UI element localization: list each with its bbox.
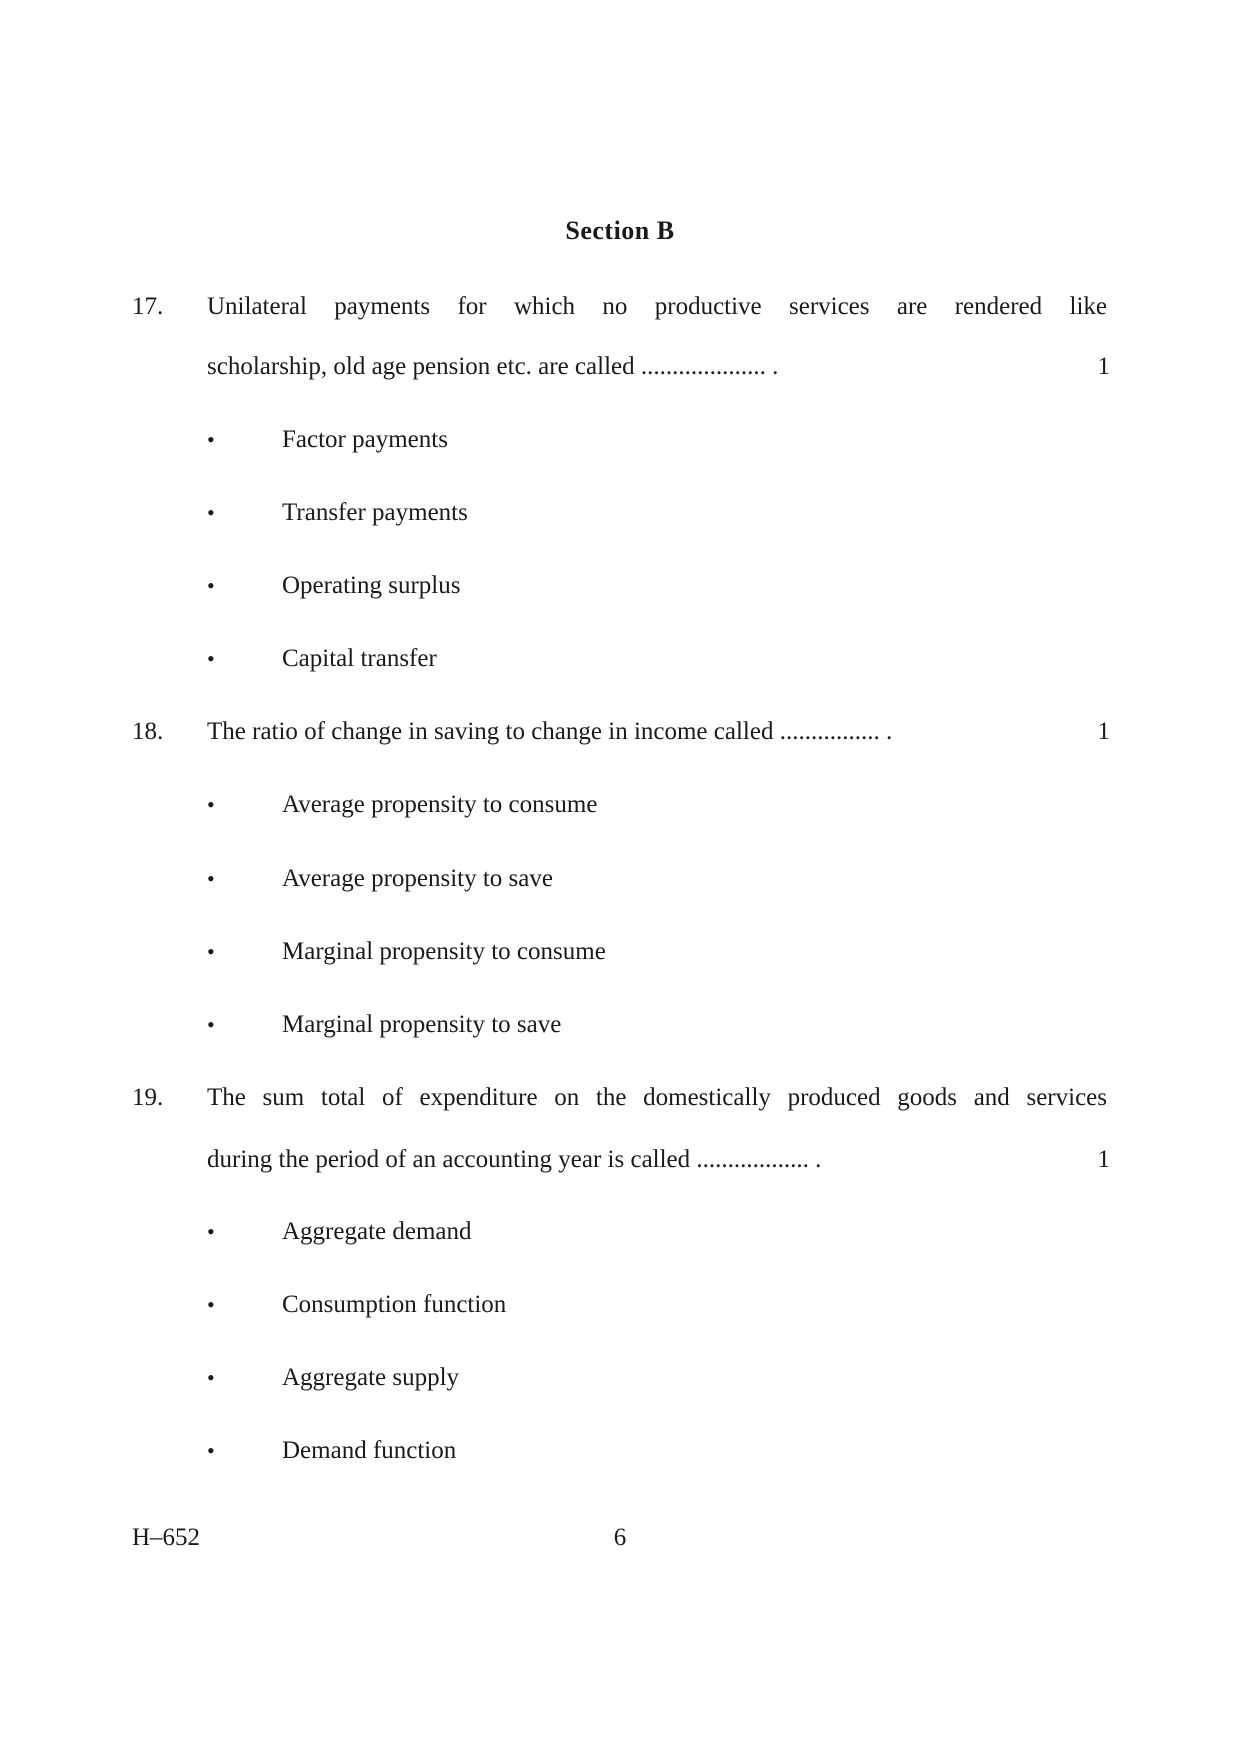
option-text: Average propensity to consume <box>282 791 598 818</box>
page-number: 6 <box>613 1524 627 1551</box>
option-text: Average propensity to save <box>282 865 553 892</box>
option-text: Marginal propensity to save <box>282 1011 562 1038</box>
option-text: Operating surplus <box>282 572 461 599</box>
option-text: Factor payments <box>282 426 448 453</box>
option-text: Transfer payments <box>282 499 468 526</box>
bullet-icon: • <box>207 427 215 452</box>
question-18-marks: 1 <box>1097 718 1110 745</box>
bullet-icon: • <box>207 866 215 891</box>
bullet-icon: • <box>207 573 215 598</box>
question-18-text-line1: The ratio of change in saving to change in income called ................ . <box>207 718 893 745</box>
option-text: Aggregate demand <box>282 1218 472 1245</box>
question-17-text-line2: scholarship, old age pension etc. are called .................... . <box>207 353 779 380</box>
question-17-text-line1: Unilateral payments for which no productive services are rendered like <box>207 293 1107 320</box>
bullet-icon: • <box>207 1012 215 1037</box>
question-17-marks: 1 <box>1097 353 1110 380</box>
question-18-number: 18. <box>132 718 164 745</box>
bullet-icon: • <box>207 939 215 964</box>
bullet-icon: • <box>207 500 215 525</box>
option-text: Marginal propensity to consume <box>282 938 606 965</box>
bullet-icon: • <box>207 1292 215 1317</box>
section-title: Section B <box>565 216 675 245</box>
question-19-marks: 1 <box>1097 1146 1110 1173</box>
question-19-text-line1: The sum total of expenditure on the domestically produced goods and services <box>207 1084 1107 1111</box>
question-19-number: 19. <box>132 1084 164 1111</box>
question-19-text-line2: during the period of an accounting year is called .................. . <box>207 1146 822 1173</box>
bullet-icon: • <box>207 1365 215 1390</box>
option-text: Demand function <box>282 1437 457 1464</box>
option-text: Consumption function <box>282 1291 507 1318</box>
question-17-number: 17. <box>132 293 164 320</box>
bullet-icon: • <box>207 1219 215 1244</box>
paper-code: H–652 <box>132 1524 201 1551</box>
bullet-icon: • <box>207 646 215 671</box>
bullet-icon: • <box>207 792 215 817</box>
option-text: Capital transfer <box>282 645 437 672</box>
option-text: Aggregate supply <box>282 1364 460 1391</box>
bullet-icon: • <box>207 1438 215 1463</box>
